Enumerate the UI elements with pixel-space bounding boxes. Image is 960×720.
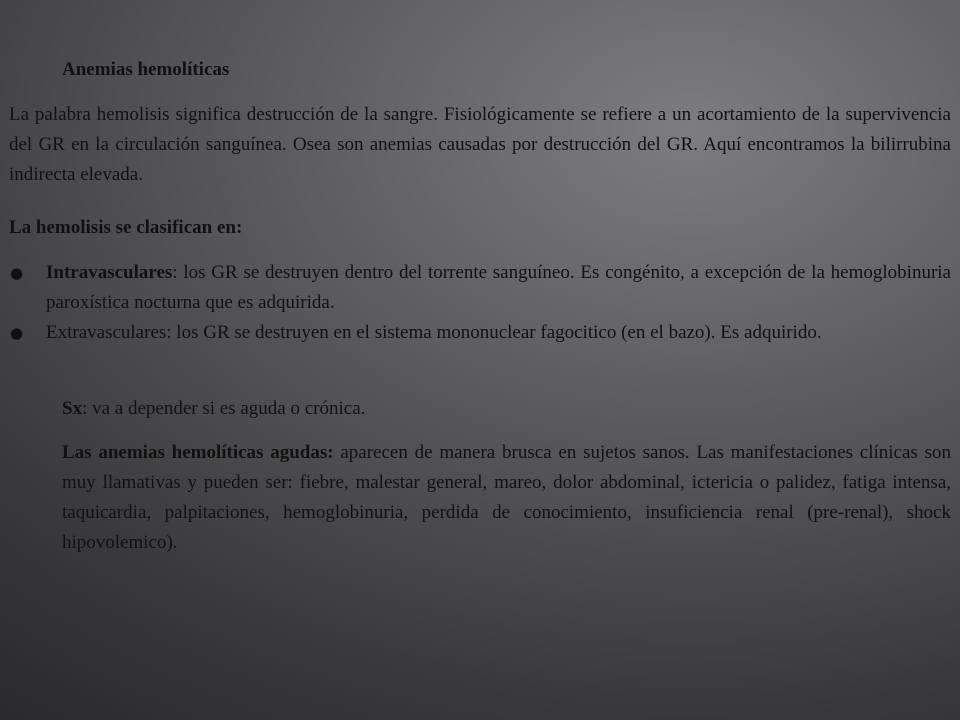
slide-title: Anemias hemolíticas xyxy=(62,59,230,80)
acute-anemia-paragraph xyxy=(62,438,951,558)
symptoms-term: Sx xyxy=(62,398,83,419)
acute-text: aparecen de manera brusca en sujetos sanos. Las manifestaciones clínicas son muy llamativas y pueden ser: fiebre, malestar general, mareo, dolor abdominal, ictericia o palidez, fatiga intensa, taquicardia, palpitaciones, hemoglobinuria, perdida de conocimiento, insuficiencia renal (pre-renal), shock hipovolemico). xyxy=(62,442,951,553)
classification-heading: La hemolisis se clasifican en: xyxy=(9,217,243,238)
bullet-dot-icon: ● xyxy=(10,324,24,342)
intro-paragraph: La palabra hemolisis significa destrucción de la sangre. Fisiológicamente se refiere a un acortamiento de la supervivencia del GR en la circulación sanguínea. Osea son anemias causadas por destrucción del GR. Aquí encontramos la bilirrubina indirecta elevada. xyxy=(9,104,951,185)
bullet-text: Extravasculares: los GR se destruyen en el sistema mononuclear fagocitico (en el bazo). Es adquirido. xyxy=(46,322,822,343)
symptoms-line xyxy=(62,394,365,424)
classification-list xyxy=(9,258,951,348)
bullet-dot-icon: ● xyxy=(10,264,24,282)
symptoms-text: : va a depender si es aguda o crónica. xyxy=(82,398,366,419)
list-item-extravascular xyxy=(9,318,951,348)
bullet-term: Intravasculares xyxy=(46,262,173,283)
bullet-text: : los GR se destruyen dentro del torrente sanguíneo. Es congénito, a excepción de la hemoglobinuria paroxística nocturna que es adquirida. xyxy=(46,262,951,313)
list-item-intravascular xyxy=(9,258,951,318)
acute-term: Las anemias hemolíticas agudas: xyxy=(62,442,334,463)
